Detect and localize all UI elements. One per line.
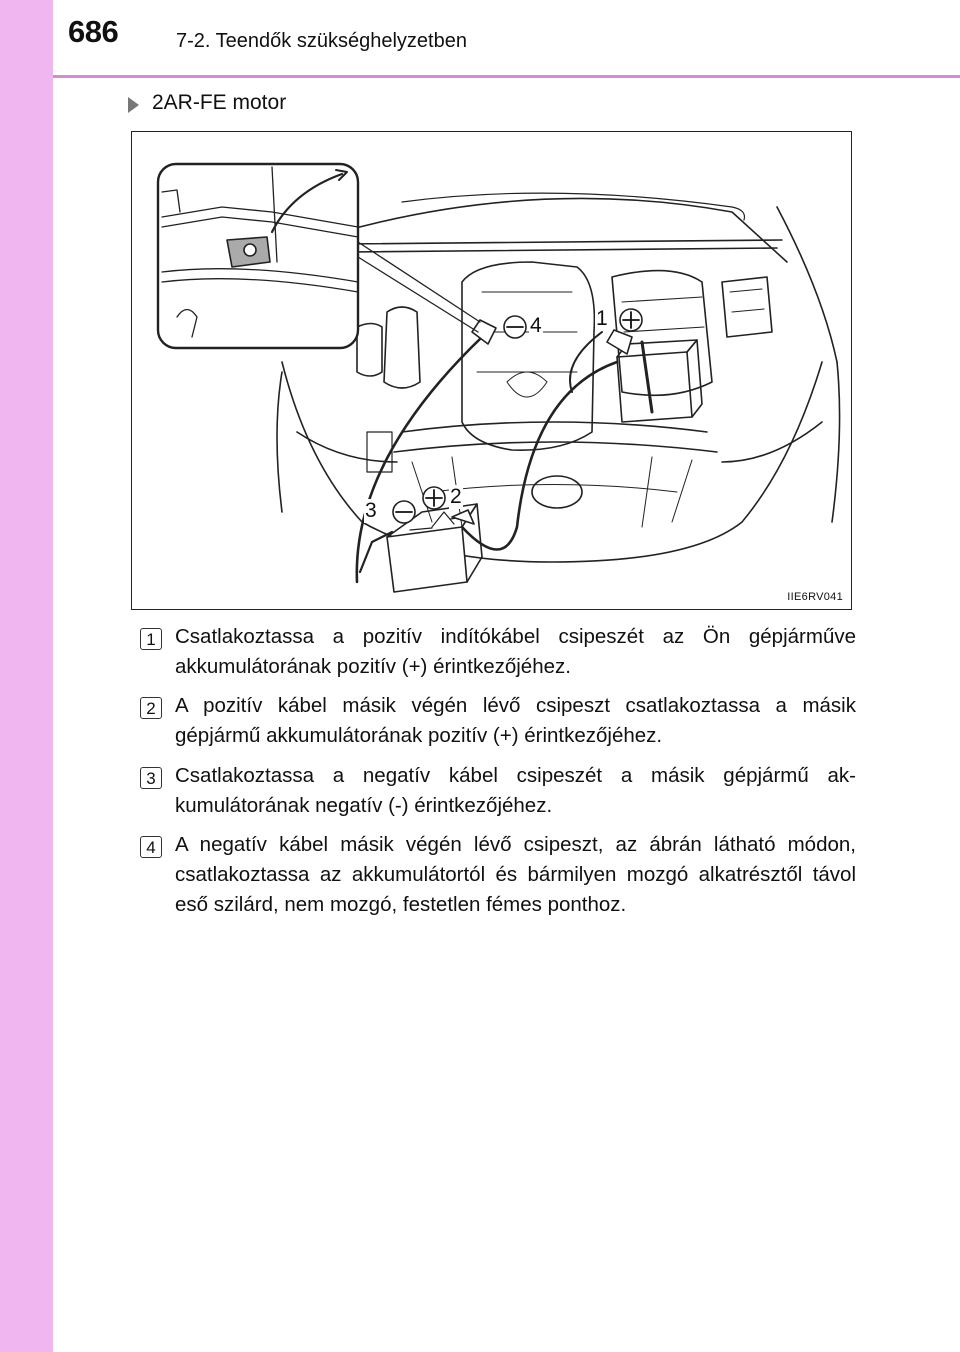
triangle-bullet-icon: [128, 97, 139, 113]
section-title: 7-2. Teendők szükséghelyzetben: [176, 30, 467, 52]
step-text: A negatív kábel másik végén lévő csipeszt, az ábrán látható módon, csatlakoztassa az akkumulátortól és bármilyen mozgó alkatrésztől távol eső szilárd, nem mozgó, festetlen fémes ponthoz.: [175, 833, 856, 916]
step-text: Csatlakoztassa a negatív kábel csipeszét a másik gépjármű akkumulátorának negatív (-) érintkezőjéhez.: [175, 764, 856, 817]
figure-code: IIE6RV041: [787, 591, 843, 603]
page-number: 686: [68, 14, 119, 49]
label-4: 4: [530, 314, 542, 337]
step-number: 4: [140, 836, 162, 858]
step-number: 3: [140, 767, 162, 789]
header-rule: [53, 75, 960, 78]
step-text: A pozitív kábel másik végén lévő csipeszt csatlakoztassa a másik gépjármű akkumulátorának pozitív (+) érintkezőjéhez.: [175, 694, 856, 747]
label-1: 1: [596, 307, 608, 330]
label-2: 2: [450, 485, 462, 508]
engine-jump-start-figure: [131, 131, 852, 610]
engine-illustration: [132, 132, 852, 610]
step-number: 1: [140, 628, 162, 650]
label-3: 3: [365, 499, 377, 522]
side-color-band: [0, 0, 53, 1352]
step-text: Csatlakoztassa a pozitív indítókábel csipeszét az Ön gépjárműve akkumulátorának pozitív (+) érintkezőjéhez.: [175, 625, 856, 678]
subheading-text: 2AR-FE motor: [152, 91, 287, 114]
step-number: 2: [140, 697, 162, 719]
